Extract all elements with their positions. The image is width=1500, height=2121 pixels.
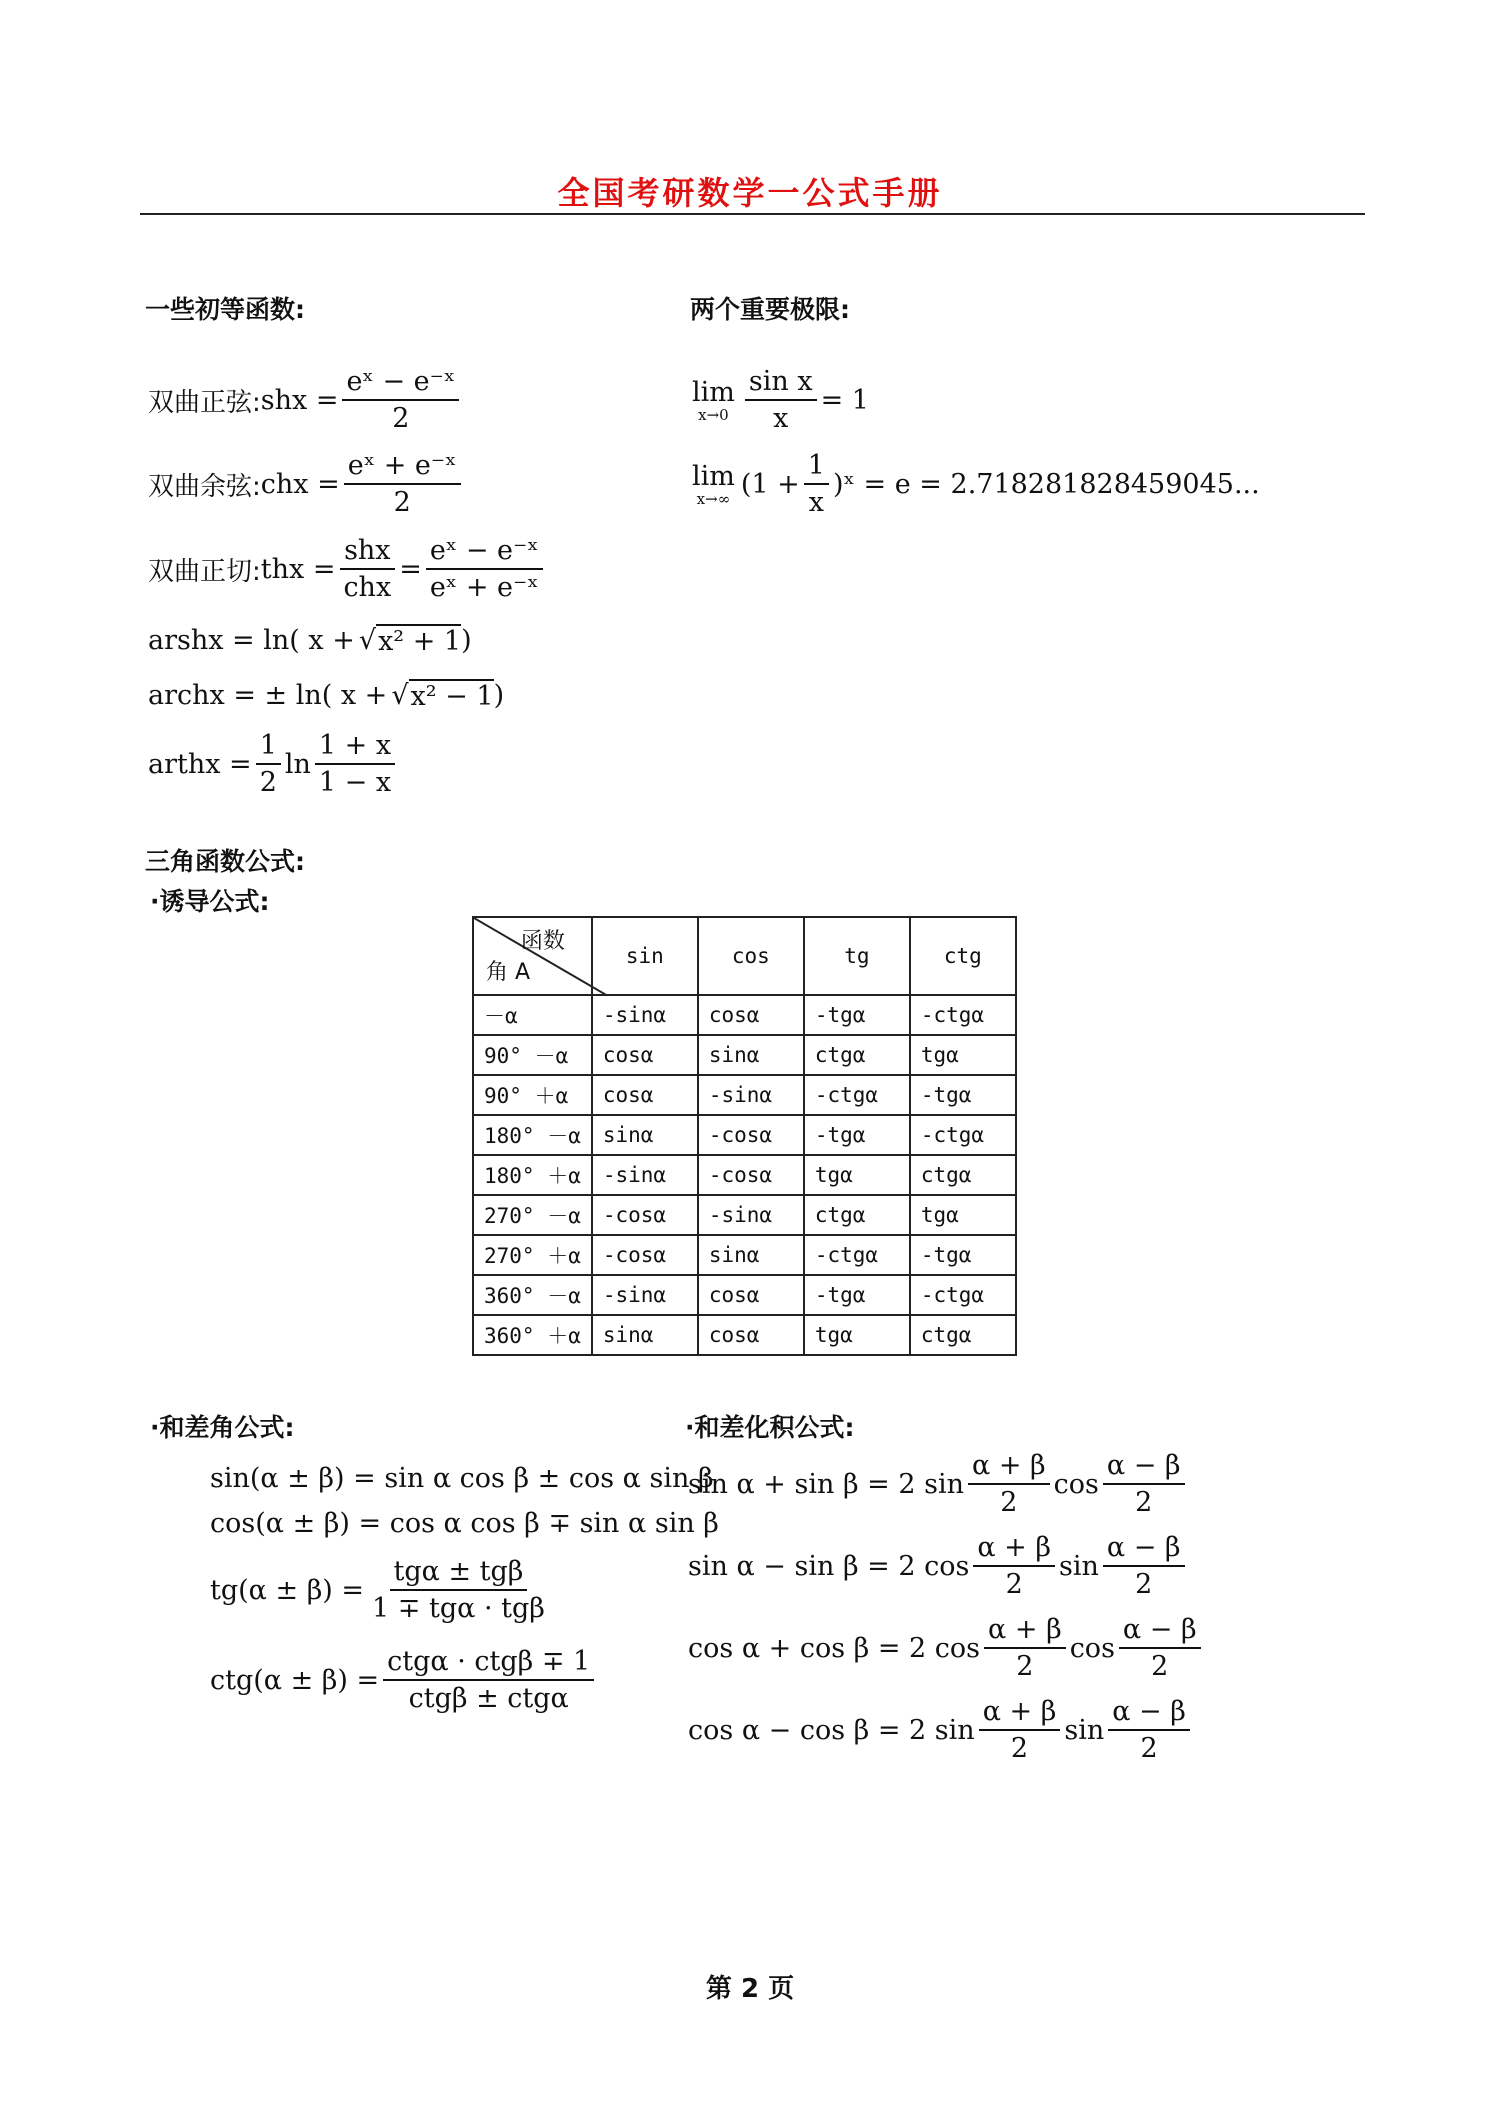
table-cell: -sinα [698, 1195, 804, 1235]
fraction-numerator: α + β [984, 1614, 1066, 1649]
section-sum-to-product: ·和差化积公式: [685, 1413, 855, 1442]
limit-2-numerator: 1 [804, 450, 829, 485]
sinh-lhs: shx = [260, 384, 339, 416]
table-cell: -tgα [804, 1115, 910, 1155]
table-cell: -tgα [804, 995, 910, 1035]
s2p-3-fraction-1 [984, 1614, 1066, 1682]
fraction-numerator: α + β [968, 1450, 1050, 1485]
table-cell: 360° －α [473, 1275, 592, 1315]
s2p-3-fraction-2 [1119, 1614, 1201, 1682]
table-cell: sinα [592, 1115, 698, 1155]
ctg-sum-denominator: ctgβ ± ctgα [408, 1683, 569, 1715]
table-cell: -ctgα [804, 1235, 910, 1275]
formula-artanh [148, 730, 399, 798]
section-trig-formulas: 三角函数公式: [145, 847, 305, 876]
table-cell: ctgα [910, 1155, 1016, 1195]
fraction-numerator: α − β [1119, 1614, 1201, 1649]
table-cell: -cosα [698, 1155, 804, 1195]
arcosh-lhs: archx = ± ln( x + [148, 680, 388, 711]
fraction-denominator: 2 [1140, 1733, 1158, 1765]
table-cell: -tgα [910, 1075, 1016, 1115]
tanh-numerator-1: shx [340, 535, 394, 570]
fraction-denominator: 2 [1000, 1487, 1018, 1519]
table-cell: 180° ＋α [473, 1155, 592, 1195]
table-row [473, 1195, 1016, 1235]
table-cell: -sinα [698, 1075, 804, 1115]
artanh-numerator-1: 1 [256, 730, 281, 765]
tanh-fraction-2 [426, 535, 543, 603]
cosh-fraction [344, 450, 461, 518]
limit-operator [692, 461, 735, 507]
table-cell: tgα [804, 1155, 910, 1195]
tanh-lhs: thx = [260, 553, 336, 585]
formula-arcosh [148, 679, 504, 712]
ctg-sum-lhs: ctg(α ± β) = [210, 1664, 380, 1696]
formula-s2p-1 [688, 1450, 1189, 1518]
table-row [473, 1075, 1016, 1115]
table-cell: tgα [910, 1195, 1016, 1235]
artanh-numerator-2: 1 + x [315, 730, 395, 765]
fraction-denominator: 2 [1010, 1733, 1029, 1765]
tanh-fraction-1 [339, 535, 395, 603]
ctg-sum-numerator: ctgα · ctgβ ∓ 1 [383, 1646, 594, 1681]
formula-limit-1 [692, 366, 869, 434]
artanh-fraction-2 [315, 730, 395, 798]
induction-table [472, 916, 1017, 1356]
fraction-numerator: α − β [1103, 1450, 1185, 1485]
fraction-numerator: α + β [979, 1696, 1061, 1731]
formula-s2p-4 [688, 1696, 1194, 1764]
lim-text: lim [692, 461, 735, 493]
sqrt-sign-icon: √ [358, 625, 377, 656]
table-cell: -cosα [698, 1115, 804, 1155]
formula-s2p-3 [688, 1614, 1205, 1682]
table-row [473, 1275, 1016, 1315]
table-cell: -ctgα [910, 995, 1016, 1035]
s2p-2-fraction-1 [973, 1532, 1055, 1600]
table-cell: -tgα [910, 1235, 1016, 1275]
formula-tg-sum [210, 1556, 553, 1624]
s2p-2-fraction-2 [1103, 1532, 1185, 1600]
title-divider [140, 213, 1365, 215]
tanh-numerator-2: eˣ − e⁻ˣ [426, 535, 543, 570]
table-cell: -cosα [592, 1235, 698, 1275]
s2p-3-lhs: cos α + cos β = 2 cos [688, 1632, 981, 1664]
sinh-numerator: eˣ − e⁻ˣ [342, 366, 459, 401]
table-cell: 90° ＋α [473, 1075, 592, 1115]
limit-2-fraction [804, 450, 829, 518]
table-cell: cosα [698, 1275, 804, 1315]
table-cell: tgα [910, 1035, 1016, 1075]
table-header: sin [592, 917, 698, 995]
ctg-sum-fraction [383, 1646, 594, 1714]
table-header: cos [698, 917, 804, 995]
s2p-4-fraction-2 [1108, 1696, 1190, 1764]
section-important-limits: 两个重要极限: [690, 295, 850, 324]
cosh-numerator: eˣ + e⁻ˣ [344, 450, 461, 485]
tg-sum-denominator: 1 ∓ tgα · tgβ [372, 1593, 545, 1625]
table-cell: -cosα [592, 1195, 698, 1235]
artanh-fraction-1 [256, 730, 281, 798]
table-cell: 180° －α [473, 1115, 592, 1155]
arsinh-lhs: arshx = ln( x + [148, 625, 355, 656]
cosh-label: 双曲余弦: [148, 471, 261, 502]
table-cell: sinα [698, 1035, 804, 1075]
table-header: ctg [910, 917, 1016, 995]
artanh-denominator-2: 1 − x [318, 767, 392, 799]
table-cell: sinα [698, 1235, 804, 1275]
table-cell: cosα [698, 1315, 804, 1355]
tanh-denominator-1: chx [343, 572, 392, 604]
page-number: 第 2 页 [705, 1974, 795, 2004]
sqrt-sign-icon: √ [391, 680, 409, 711]
artanh-denominator-1: 2 [259, 767, 277, 799]
tg-sum-lhs: tg(α ± β) = [210, 1574, 365, 1606]
s2p-2-lhs: sin α − sin β = 2 cos [688, 1550, 970, 1582]
limit-operator [692, 377, 735, 423]
table-cell: -tgα [804, 1275, 910, 1315]
table-cell: ctgα [910, 1315, 1016, 1355]
cosh-lhs: chx = [260, 468, 340, 500]
arcosh-radicand: x² − 1 [410, 681, 494, 712]
table-cell: tgα [804, 1315, 910, 1355]
formula-cosh [148, 450, 465, 518]
formula-s2p-2 [688, 1532, 1189, 1600]
tg-sum-fraction [368, 1556, 549, 1624]
table-cell: -ctgα [804, 1075, 910, 1115]
corner-angle-label: 角 A [486, 960, 531, 985]
formula-sinh [148, 366, 463, 434]
limit-2-denominator: x [808, 487, 824, 519]
tanh-denominator-2: eˣ + e⁻ˣ [429, 572, 539, 604]
sinh-fraction [342, 366, 459, 434]
fraction-numerator: α − β [1108, 1696, 1190, 1731]
limit-2-post: )ˣ = e = 2.718281828459045... [832, 468, 1260, 500]
fraction-denominator: 2 [1135, 1487, 1153, 1519]
formula-ctg-sum [210, 1646, 598, 1714]
table-cell: -sinα [592, 1155, 698, 1195]
arsinh-paren: ) [461, 625, 472, 656]
arsinh-radicand: x² + 1 [378, 626, 462, 657]
table-cell: -sinα [592, 995, 698, 1035]
table-cell: -ctgα [910, 1275, 1016, 1315]
artanh-ln: ln [284, 748, 311, 780]
formula-cos-sum: cos(α ± β) = cos α cos β ∓ sin α sin β [210, 1508, 719, 1539]
table-row [473, 995, 1016, 1035]
s2p-2-mid: sin [1058, 1550, 1099, 1582]
fraction-denominator: 2 [1151, 1651, 1169, 1683]
table-cell: -ctgα [910, 1115, 1016, 1155]
table-cell: 360° ＋α [473, 1315, 592, 1355]
table-cell: 270° －α [473, 1195, 592, 1235]
artanh-lhs: arthx = [148, 748, 252, 780]
table-cell: cosα [592, 1075, 698, 1115]
cosh-denominator: 2 [393, 487, 411, 519]
s2p-1-fraction-2 [1103, 1450, 1185, 1518]
table-cell: cosα [698, 995, 804, 1035]
formula-sin-sum: sin(α ± β) = sin α cos β ± cos α sin β [210, 1463, 714, 1494]
table-cell: cosα [592, 1035, 698, 1075]
table-row [473, 1235, 1016, 1275]
s2p-3-mid: cos [1069, 1632, 1115, 1664]
s2p-4-mid: sin [1064, 1714, 1105, 1746]
table-cell: ctgα [804, 1035, 910, 1075]
formula-arsinh [148, 624, 472, 657]
lim-subscript: x→0 [698, 406, 729, 425]
table-cell: 90° －α [473, 1035, 592, 1075]
table-row [473, 1035, 1016, 1075]
table-corner-cell [473, 917, 592, 995]
table-row [473, 1315, 1016, 1355]
limit-1-denominator: x [773, 403, 789, 435]
tg-sum-numerator: tgα ± tgβ [390, 1556, 528, 1591]
sinh-label: 双曲正弦: [148, 387, 261, 418]
page-title: 全国考研数学一公式手册 [557, 174, 943, 212]
table-cell: -sinα [592, 1275, 698, 1315]
fraction-denominator: 2 [1135, 1569, 1153, 1601]
fraction-numerator: α + β [973, 1532, 1055, 1567]
table-header-row [473, 917, 1016, 995]
table-row [473, 1115, 1016, 1155]
corner-function-label: 函数 [520, 929, 565, 954]
section-sum-difference: ·和差角公式: [150, 1413, 295, 1442]
table-cell: －α [473, 995, 592, 1035]
section-induction-formulas: ·诱导公式: [150, 887, 270, 916]
fraction-numerator: α − β [1103, 1532, 1185, 1567]
section-elementary-functions: 一些初等函数: [145, 295, 305, 324]
sinh-denominator: 2 [392, 403, 410, 435]
s2p-1-fraction-1 [968, 1450, 1050, 1518]
lim-text: lim [692, 377, 735, 409]
tanh-equals: = [399, 553, 422, 585]
s2p-1-mid: cos [1053, 1468, 1099, 1500]
limit-1-rhs: = 1 [820, 384, 869, 416]
lim-subscript: x→∞ [696, 490, 731, 509]
s2p-4-lhs: cos α − cos β = 2 sin [688, 1714, 975, 1746]
s2p-4-fraction-1 [979, 1696, 1061, 1764]
limit-1-fraction [745, 366, 817, 434]
limit-1-numerator: sin x [745, 366, 817, 401]
table-cell: ctgα [804, 1195, 910, 1235]
fraction-denominator: 2 [1016, 1651, 1034, 1683]
formula-limit-2 [692, 450, 1260, 518]
table-row [473, 1155, 1016, 1195]
tanh-label: 双曲正切: [148, 556, 261, 587]
formula-tanh [148, 535, 547, 603]
table-cell: 270° ＋α [473, 1235, 592, 1275]
fraction-denominator: 2 [1005, 1569, 1023, 1601]
s2p-1-lhs: sin α + sin β = 2 sin [688, 1468, 964, 1500]
limit-2-pre: (1 + [740, 468, 800, 500]
table-cell: sinα [592, 1315, 698, 1355]
arcosh-paren: ) [493, 680, 505, 711]
table-header: tg [804, 917, 910, 995]
